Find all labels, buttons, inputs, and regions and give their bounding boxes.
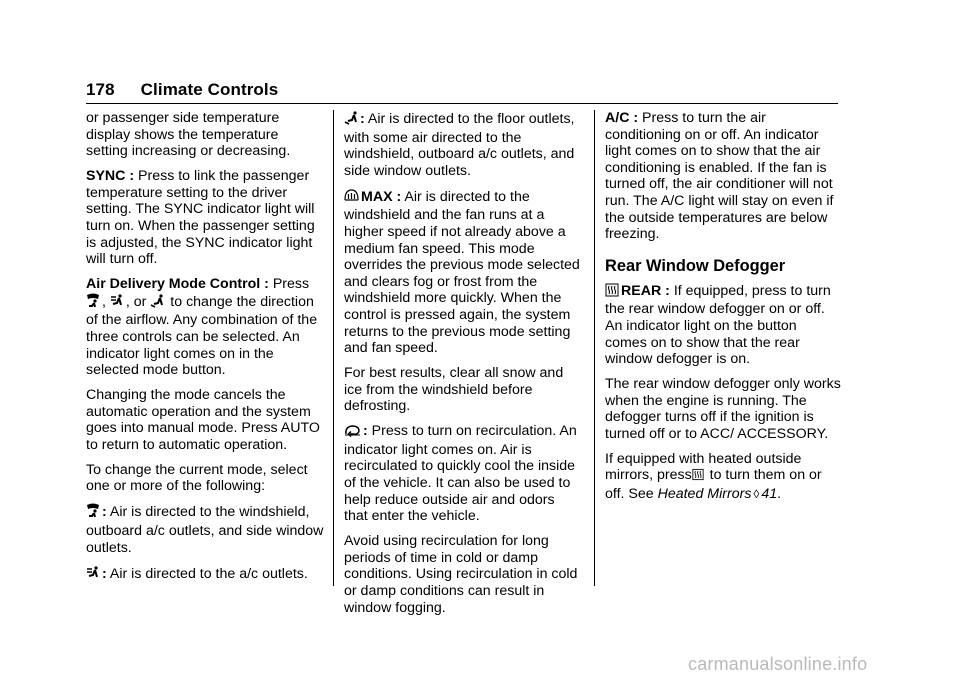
floor-mode-icon: [344, 110, 358, 130]
column-divider: [333, 110, 334, 586]
paragraph: Changing the mode cancels the automatic operation and the system goes into manual mode. Press AUTO to return to automatic operation.: [86, 387, 320, 453]
watermark: carmanualsonline.info: [688, 654, 868, 674]
paragraph: : Air is directed to the a/c outlets.: [86, 565, 324, 585]
term-label: MAX :: [361, 188, 402, 205]
paragraph: If equipped with heated outside mirrors, press to turn them on or off. See Heated Mirrors ◊ 41.: [605, 450, 822, 503]
cross-reference-link[interactable]: Heated Mirrors: [657, 486, 752, 503]
paragraph: To change the current mode, select one or more of the following:: [86, 461, 308, 495]
defrost-max-icon: [344, 188, 359, 208]
column-1: [86, 110, 324, 593]
term-label: REAR :: [621, 282, 670, 299]
column-divider: [594, 110, 595, 586]
page-number: 178: [86, 80, 115, 99]
header-rule: [86, 103, 838, 104]
paragraph: MAX : Air is directed to the windshield and the fan runs at a higher speed if not already above a medium fan speed. This mode overrides the previous mode selected and clears fog or frost from the windshield more quickly. When the control is pressed again, the system returns to the previous mode setting and fan speed.: [344, 188, 580, 357]
paragraph: SYNC : Press to link the passenger temperature setting to the driver setting. The SYNC indicator light will turn on. When the passenger setting is adjusted, the SYNC indicator light will turn off.: [86, 168, 315, 268]
term-label: SYNC :: [86, 168, 135, 185]
term-label: Air Delivery Mode Control :: [86, 276, 269, 293]
column-3: [605, 110, 841, 511]
recirculation-icon: [344, 424, 361, 442]
cross-reference-page[interactable]: 41: [761, 486, 778, 503]
paragraph: The rear window defogger only works when the engine is running. The defogger turns off if the ignition is turned off or to ACC/ ACCESSORY.: [605, 376, 841, 442]
page-header: [86, 80, 278, 100]
paragraph: or passenger side temperature display shows the temperature setting increasing or decreasing.: [86, 110, 291, 160]
section-title: Climate Controls: [140, 80, 279, 99]
floor-mode-icon: [150, 293, 164, 313]
paragraph: Avoid using recirculation for long periods of time in cold or damp conditions. Using recirculation in cold or damp conditions can result in window fogging.: [344, 533, 578, 616]
paragraph: : Air is directed to the windshield, outboard a/c outlets, and side window outlets.: [86, 504, 324, 556]
paragraph: A/C : Press to turn the air conditioning on or off. An indicator light comes on to show that the air conditioning is enabled. If the fan is turned off, the air conditioner will not run. The A/C light will stay on even if the outside temperatures are below freezing.: [605, 110, 834, 243]
paragraph: Air Delivery Mode Control : Press , , or to change the direction of the airflow. Any combination of the three controls can be selected. An indicator light comes on in the selected mode button.: [86, 276, 318, 379]
page-arrow-icon: ◊: [753, 487, 760, 502]
ac-outlets-mode-icon: [110, 293, 124, 313]
rear-defog-icon: [605, 283, 619, 302]
windshield-mode-icon: [86, 503, 100, 523]
term-label: A/C :: [605, 110, 639, 126]
paragraph: For best results, clear all snow and ice from the windshield before defrosting.: [344, 365, 564, 415]
column-2: [344, 110, 582, 625]
section-heading: Rear Window Defogger: [605, 256, 786, 275]
paragraph: : Air is directed to the floor outlets, with some air directed to the windshield, outboard a/c outlets, and side window outlets.: [344, 111, 575, 179]
paragraph: : Press to turn on recirculation. An indicator light comes on. Air is recirculated to quickly cool the inside of the vehicle. It can also be used to help reduce outside air and odors that enter the vehicle.: [344, 423, 577, 525]
paragraph: REAR : If equipped, press to turn the rear window defogger on or off. An indicator light on the button comes on to show that the rear window defogger is on.: [605, 282, 831, 368]
ac-outlets-mode-icon: [86, 565, 100, 585]
rear-defog-icon: [692, 468, 704, 486]
windshield-mode-icon: [86, 293, 100, 313]
